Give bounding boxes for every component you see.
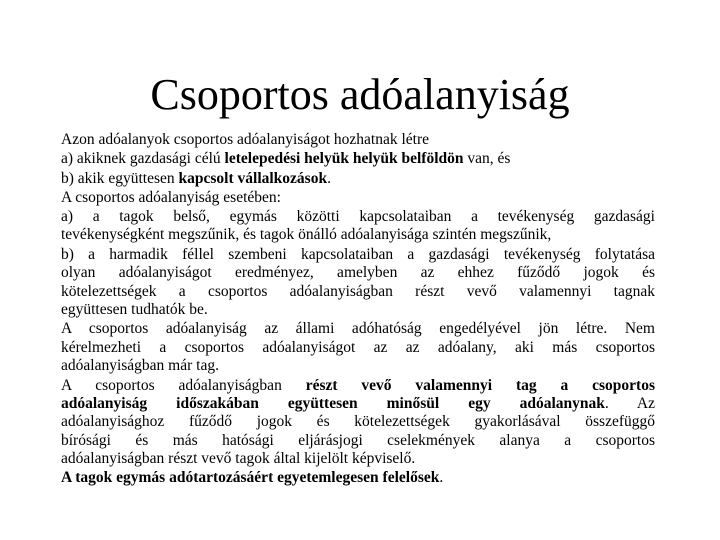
section-heading [61, 188, 655, 207]
para-b-text-1: b) a harmadik féllel szembeni kapcsolataiban a gazdasági tevékenység folytatása [61, 245, 655, 263]
para-d-text-4: bírósági és más hatósági eljárásjogi cselekmények alanya a csoportos [61, 431, 655, 449]
para-b-text-3: kötelezettségek a csoportos adóalanyiságban részt vevő valamennyi tagnak [61, 282, 655, 300]
para-c-text-3: adóalanyiságban már tag. [61, 357, 219, 375]
para-c-text-2: kérelmezheti a csoportos adóalanyiságot az az adóalany, aki más csoportos [61, 338, 655, 356]
para-d-bold-1: részt vevő valamennyi tag a csoportos [305, 376, 656, 394]
para-d-line-1 [61, 376, 655, 395]
para-a-line-2 [61, 226, 655, 244]
intro-text: Azon adóalanyok csoportos adóalanyiságot hozhatnak létre [61, 131, 430, 148]
closing-bold: A tagok egymás adótartozásáért egyetemlegesen felelősek [61, 469, 440, 487]
item-a-end: van, és [463, 150, 511, 168]
slide-title: Csoportos adóalanyiság [150, 70, 570, 119]
para-b-text-2: olyan adóalanyiságot eredményez, amelyben az ehhez fűződő jogok és [61, 264, 655, 282]
item-a-bold: letelepedési helyük helyük belföldön [224, 150, 464, 168]
para-d-line-3 [61, 413, 655, 431]
para-d-text-2: . Az [604, 394, 656, 412]
para-d-text-5: adóalanyiságban részt vevő tagok által kijelölt képviselő. [61, 450, 416, 468]
intro-line [61, 130, 655, 149]
item-b-bold: kapcsolt vállalkozások [178, 169, 328, 187]
para-c-text-1: A csoportos adóalanyiság az állami adóhatóság engedélyével jön létre. Nem [61, 320, 655, 338]
section-heading-text: A csoportos adóalanyiság esetében: [61, 188, 281, 206]
closing-line [61, 468, 655, 487]
closing-end: . [439, 469, 444, 487]
para-c-line-3 [61, 357, 655, 375]
para-d-line-4 [61, 432, 655, 450]
item-b-end: . [327, 169, 331, 187]
para-a-text-1: a) a tagok belső, egymás közötti kapcsolataiban a tevékenység gazdasági [61, 208, 655, 226]
para-a-text-2: tevékenységként megszűnik, és tagok önálló adóalanyisága szintén megszűnik, [61, 226, 552, 244]
para-d-bold-2: adóalanyiság időszakában együttesen minősül egy adóalanynak [61, 394, 605, 412]
item-a-line [61, 149, 655, 168]
para-a-line-1 [61, 207, 655, 226]
para-b-line-2 [61, 264, 655, 282]
para-b-line-4 [61, 301, 655, 319]
para-d-line-5 [61, 450, 655, 468]
para-c-line-2 [61, 339, 655, 357]
para-d-text-3: adóalanyisághoz fűződő jogok és kötelezettségek gyakorlásával összefüggő [61, 413, 655, 431]
para-d-line-2 [61, 395, 655, 413]
slide-body [61, 130, 655, 488]
para-d-text-1: A csoportos adóalanyiságban [61, 376, 306, 394]
item-b-line [61, 169, 655, 188]
item-a-text: a) akiknek gazdasági célú [61, 150, 225, 168]
para-c-line-1 [61, 319, 655, 338]
para-b-line-1 [61, 245, 655, 264]
para-b-line-3 [61, 283, 655, 301]
item-b-text: b) akik együttesen [61, 169, 179, 187]
para-b-text-4: együttesen tudhatók be. [61, 301, 208, 318]
